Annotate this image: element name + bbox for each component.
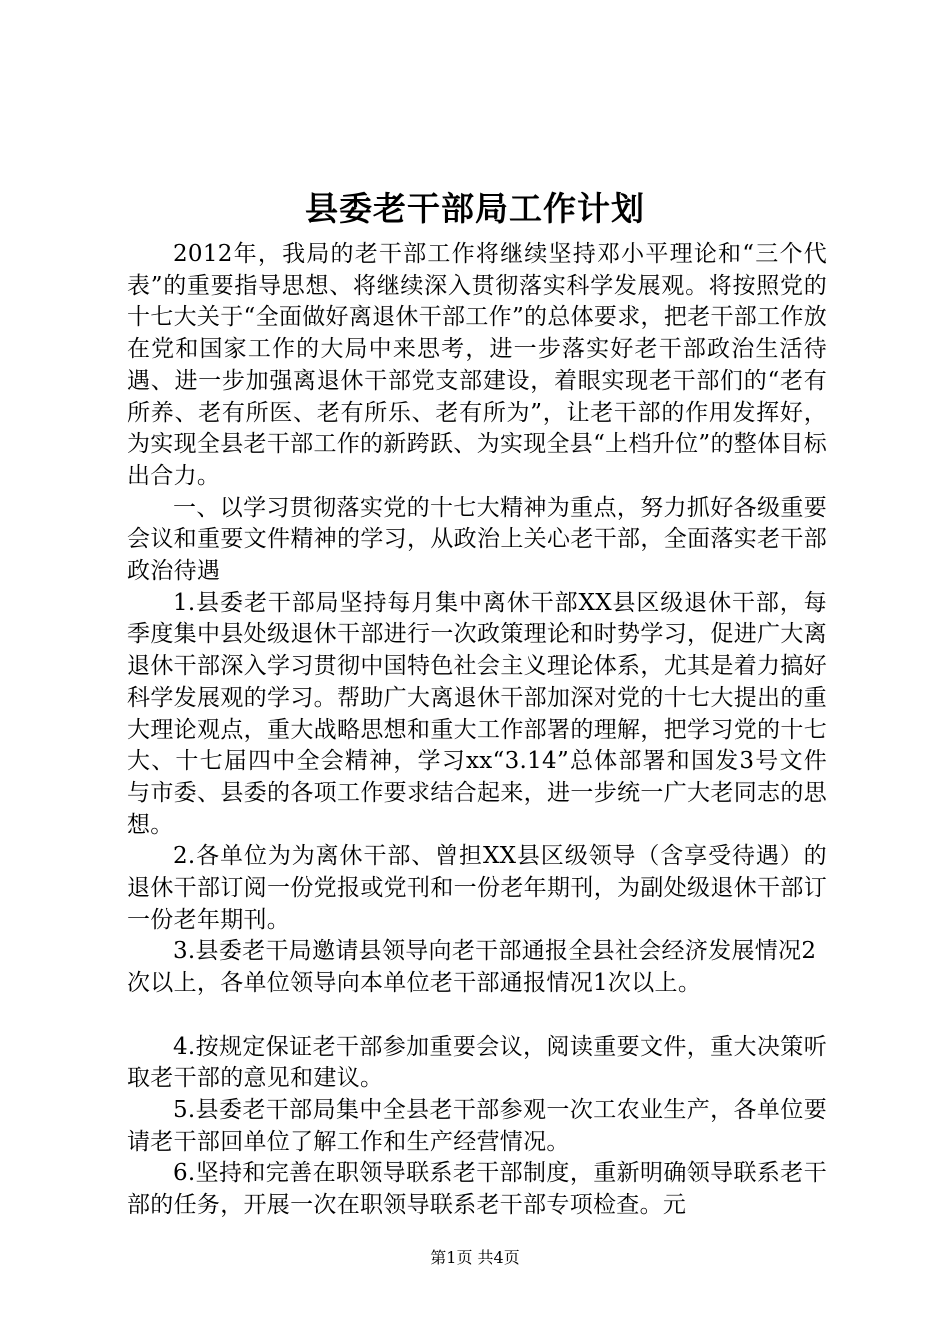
page-footer: 第1页 共4页 — [430, 1248, 520, 1267]
paragraph-item-5: 5.县委老干部局集中全县老干部参观一次工农业生产，各单位要请老干部回单位了解工作和生产经营情况。 — [127, 1096, 827, 1155]
paragraph-item-1: 1.县委老干部局坚持每月集中离休干部XX县区级退休干部，每季度集中县处级退休干部进行一次政策理论和时势学习，促进广大离退休干部深入学习贯彻中国特色社会主义理论体系，尤其是着力搞好科学发展观的学习。帮助广大离退休干部加深对党的十七大提出的重大理论观点，重大战略思想和重大工作部署的理解，把学习党的十七大、十七届四中全会精神，学习xx“3.14”总体部署和国发3号文件与市委、县委的各项工作要求结合起来，进一步统一广大老同志的思想。 — [127, 589, 827, 838]
paragraph-item-3: 3.县委老干局邀请县领导向老干部通报全县社会经济发展情况2次以上，各单位领导向本单位老干部通报情况1次以上。 — [127, 938, 817, 997]
document-title: 县委老干部局工作计划 — [305, 189, 645, 228]
paragraph-item-4: 4.按规定保证老干部参加重要会议，阅读重要文件，重大决策听取老干部的意见和建议。 — [127, 1033, 827, 1092]
paragraph-item-2: 2.各单位为为离休干部、曾担XX县区级领导（含享受待遇）的退休干部订阅一份党报或党刊和一份老年期刊，为副处级退休干部订一份老年期刊。 — [127, 843, 827, 933]
paragraph-gap — [127, 1000, 827, 1032]
paragraph-intro: 2012年，我局的老干部工作将继续坚持邓小平理论和“三个代表”的重要指导思想、将继续深入贯彻落实科学发展观。将按照党的十七大关于“全面做好离退休干部工作”的总体要求，把老干部工作放在党和国家工作的大局中来思考，进一步落实好老干部政治生活待遇、进一步加强离退休干部党支部建设，着眼实现老干部们的“老有所养、老有所医、老有所乐、老有所为”，让老干部的作用发挥好，为实现全县老干部工作的新跨跃、为实现全县“上档升位”的整体目标出合力。 — [127, 241, 827, 489]
paragraph-item-6: 6.坚持和完善在职领导联系老干部制度，重新明确领导联系老干部的任务，开展一次在职领导联系老干部专项检查。元 — [127, 1160, 827, 1219]
document-body — [127, 239, 827, 1222]
paragraph-section-1-heading: 一、以学习贯彻落实党的十七大精神为重点，努力抓好各级重要会议和重要文件精神的学习，从政治上关心老干部，全面落实老干部政治待遇 — [127, 494, 827, 585]
